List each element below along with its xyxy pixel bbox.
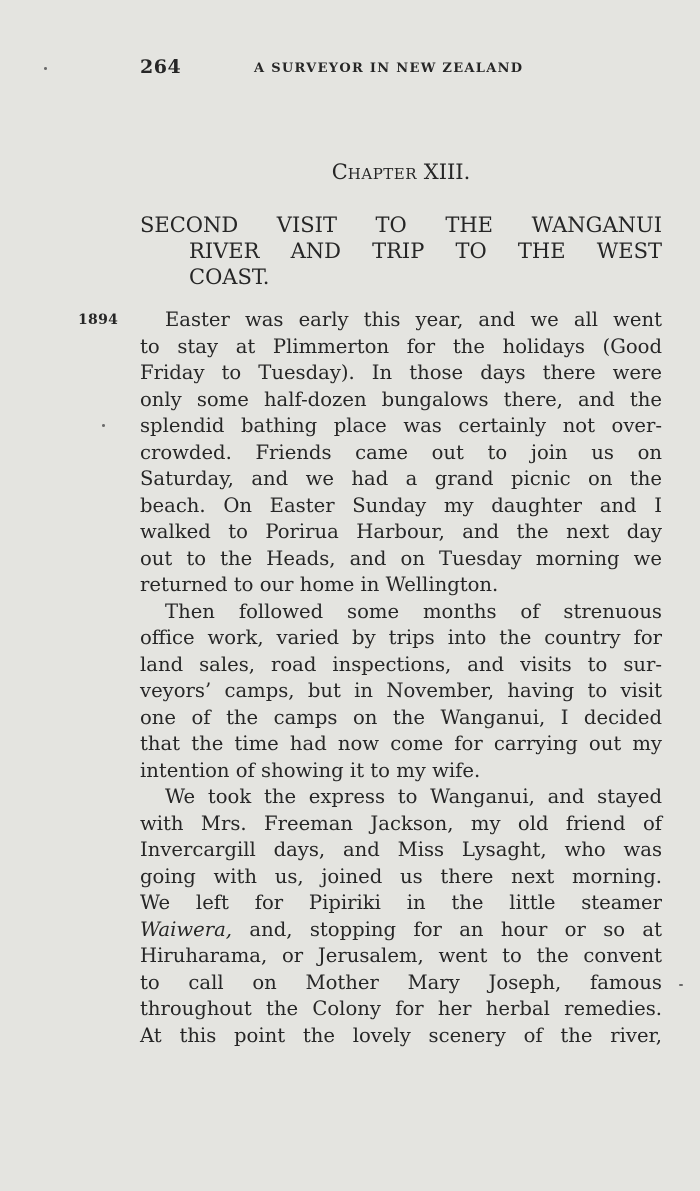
text-line: out to the Heads, and on Tuesday morning we: [140, 546, 662, 570]
text-line: intention of showing it to my wife.: [140, 758, 481, 782]
text-line: Then followed some months of strenuous: [165, 599, 662, 623]
stray-mark: [102, 424, 105, 427]
stray-mark: [44, 67, 47, 70]
text-line: Easter was early this year, and we all went: [165, 308, 662, 331]
text-line: walked to Porirua Harbour, and the next day: [140, 520, 662, 543]
chapter-label-rest: HAPTER: [347, 165, 418, 183]
text-fragment: and, stopping for an hour or so at: [249, 917, 662, 941]
text-line: to call on Mother Mary Joseph, famous: [140, 970, 662, 994]
chapter-label-cap: C: [331, 160, 348, 184]
text-line: land sales, road inspections, and visits to sur-: [140, 652, 662, 676]
chapter-heading-line: RIVER AND TRIP TO THE WEST: [189, 239, 662, 263]
text-line: to stay at Plimmerton for the holidays (Good: [140, 334, 662, 358]
text-line: beach. On Easter Sunday my daughter and I: [140, 493, 662, 517]
text-line: We took the express to Wanganui, and stayed: [165, 785, 662, 808]
text-line: office work, varied by trips into the country for: [140, 626, 662, 649]
text-line: We left for Pipiriki in the little steamer: [140, 891, 662, 914]
text-line: crowded. Friends came out to join us on: [140, 440, 662, 464]
text-line: one of the camps on the Wanganui, I decided: [140, 705, 662, 729]
text-line: only some half-dozen bungalows there, and the: [140, 387, 662, 411]
chapter-label: [140, 158, 662, 188]
body-text: [140, 307, 662, 1049]
margin-year: 1894: [78, 312, 119, 328]
ship-name: Waiwera,: [140, 917, 233, 941]
text-line: splendid bathing place was certainly not over-: [140, 414, 662, 437]
text-line: going with us, joined us there next morning.: [140, 864, 662, 888]
text-line: throughout the Colony for her herbal remedies.: [140, 997, 662, 1020]
text-line: with Mrs. Freeman Jackson, my old friend of: [140, 811, 662, 835]
text-line: Hiruharama, or Jerusalem, went to the convent: [140, 944, 662, 967]
chapter-heading-line: COAST.: [189, 265, 270, 289]
chapter-numeral: XIII.: [423, 160, 471, 184]
text-line: Invercargill days, and Miss Lysaght, who was: [140, 838, 662, 861]
text-line: returned to our home in Wellington.: [140, 573, 499, 596]
chapter-heading: [140, 212, 662, 290]
text-line: Friday to Tuesday). In those days there were: [140, 361, 662, 384]
text-line: At this point the lovely scenery of the river,: [140, 1023, 662, 1047]
text-line: veyors’ camps, but in November, having to visit: [140, 679, 662, 702]
chapter-heading-line: SECOND VISIT TO THE WANGANUI: [140, 213, 662, 237]
text-line: Saturday, and we had a grand picnic on the: [140, 467, 662, 490]
stray-mark: [679, 984, 683, 986]
text-line: that the time had now come for carrying out my: [140, 732, 662, 755]
running-head: A SURVEYOR IN NEW ZEALAND: [254, 61, 524, 76]
text-line-with-italic: [140, 917, 662, 944]
page-number: 264: [140, 56, 182, 78]
